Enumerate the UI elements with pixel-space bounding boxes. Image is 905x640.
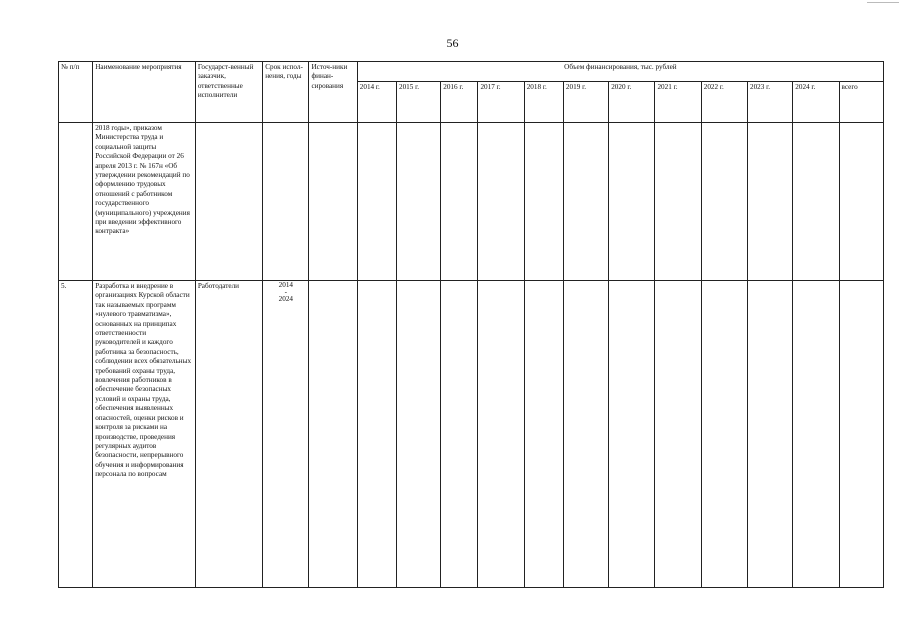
header-year: 2021 г. [655,82,701,123]
cell-amount [609,281,655,588]
header-num: № п/п [59,62,93,123]
header-customer: Государст-венный заказчик, ответственные исполнители [195,62,262,123]
cell-term [263,123,309,281]
cell-amount [793,123,839,281]
cell-term [263,281,309,588]
cell-amount [655,281,701,588]
term-start: 2014 [278,281,294,289]
table-row [59,123,884,281]
header-year: 2019 г. [563,82,608,123]
cell-amount [396,123,440,281]
cell-amount [396,281,440,588]
cell-total [839,123,883,281]
cell-amount [701,123,747,281]
term-end: 2024 [278,295,294,303]
table-row [59,281,884,588]
financing-table [58,61,884,588]
header-source: Источ-ники финан-сирования [309,62,357,123]
cell-source [309,123,357,281]
cell-name: Разработка и внедрение в организациях Курской области так называемых программ «нулевого травматизма», основанных на принципах ответственности руководителей и каждого работника за безопасность, соблюдении всех обязательных требований охраны труда, вовлечения работников в обеспечение безопасных условий и охраны труда, обеспечения выявленных опасностей, оценки рисков и контроля за рисками на производстве, проведения регулярных аудитов безопасности, непрерывного обучения и информирования персонала по вопросам [93,281,196,588]
cell-amount [747,123,792,281]
cell-amount [524,281,563,588]
header-year: 2024 г. [793,82,839,123]
cell-customer: Работодатели [195,281,262,588]
header-year: 2022 г. [701,82,747,123]
page-number: 56 [446,36,459,50]
cell-amount [357,123,396,281]
cell-amount [563,281,608,588]
cell-amount [357,281,396,588]
cell-amount [747,281,792,588]
cell-amount [563,123,608,281]
cell-amount [701,281,747,588]
header-name: Наименование мероприятия [93,62,196,123]
cell-amount [441,123,478,281]
cell-amount [441,281,478,588]
cell-amount [655,123,701,281]
scan-edge-mark [867,2,899,3]
header-total: всего [839,82,883,123]
cell-amount [524,123,563,281]
term-dash: - [284,288,288,296]
header-term: Срок испол-нения, годы [263,62,309,123]
cell-customer [195,123,262,281]
header-year: 2023 г. [747,82,792,123]
cell-amount [478,281,524,588]
header-year: 2014 г. [357,82,396,123]
cell-amount [478,123,524,281]
header-year: 2015 г. [396,82,440,123]
header-year: 2017 г. [478,82,524,123]
cell-num [59,123,93,281]
cell-amount [609,123,655,281]
cell-name: 2018 годы», приказом Министерства труда и социальной защиты Российской Федерации от 26 апреля 2013 г. № 167н «Об утверждении рекомендаций по оформлению трудовых отношений с работником государственного (муниципального) учреждения при введении эффективного контракта» [93,123,196,281]
header-year: 2020 г. [609,82,655,123]
cell-source [309,281,357,588]
cell-num: 5. [59,281,93,588]
header-year: 2016 г. [441,82,478,123]
cell-amount [793,281,839,588]
header-volume: Объем финансирования, тыс. рублей [357,62,883,82]
header-year: 2018 г. [524,82,563,123]
cell-total [839,281,883,588]
